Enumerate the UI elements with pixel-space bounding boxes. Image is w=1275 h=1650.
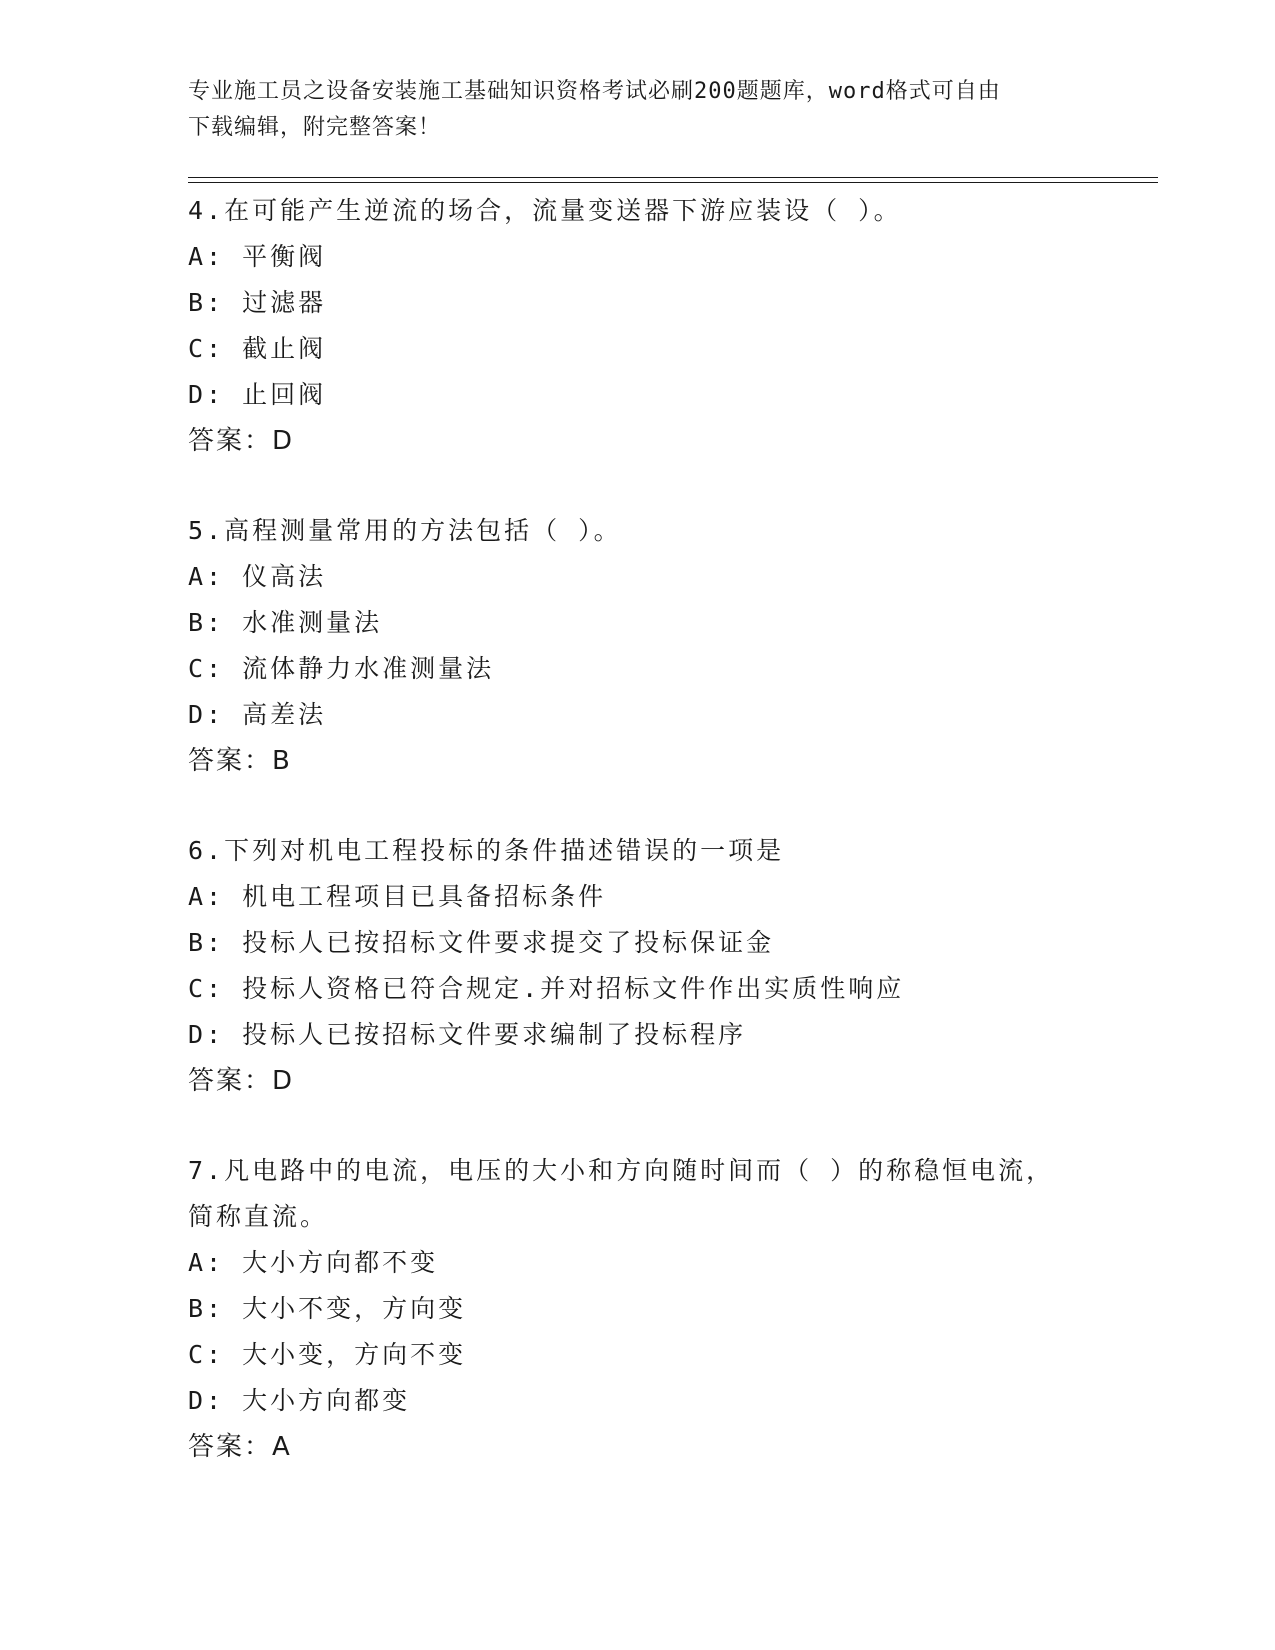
option-d: D: 投标人已按招标文件要求编制了投标程序 (188, 1020, 747, 1049)
option-a: A: 平衡阀 (188, 242, 327, 271)
header-line-1: 专业施工员之设备安装施工基础知识资格考试必刷200题题库，word格式可自由 (188, 79, 1001, 104)
question-stem: 5.高程测量常用的方法包括（ ）。 (188, 516, 622, 545)
option-b: B: 过滤器 (188, 288, 327, 317)
header-divider-bottom (188, 182, 1158, 183)
option-a: A: 大小方向都不变 (188, 1248, 439, 1277)
question-stem: 6.下列对机电工程投标的条件描述错误的一项是 (188, 836, 785, 865)
question-6 (188, 828, 1128, 1104)
option-a: A: 仪高法 (188, 562, 327, 591)
option-c: C: 大小变，方向不变 (188, 1340, 467, 1369)
question-list (188, 188, 1128, 1514)
option-d: D: 大小方向都变 (188, 1386, 411, 1415)
option-c: C: 投标人资格已符合规定.并对招标文件作出实质性响应 (188, 974, 905, 1003)
header-divider-top (188, 177, 1158, 178)
option-d: D: 高差法 (188, 700, 327, 729)
question-stem-line-2: 简称直流。 (188, 1202, 329, 1231)
answer: 答案：B (188, 746, 292, 776)
option-d: D: 止回阀 (188, 380, 327, 409)
option-a: A: 机电工程项目已具备招标条件 (188, 882, 607, 911)
question-stem: 4.在可能产生逆流的场合，流量变送器下游应装设（ ）。 (188, 196, 902, 225)
option-b: B: 投标人已按招标文件要求提交了投标保证金 (188, 928, 775, 957)
document-header (188, 74, 1088, 146)
answer: 答案：D (188, 1066, 295, 1096)
question-4 (188, 188, 1128, 464)
question-stem-line-1: 7.凡电路中的电流，电压的大小和方向随时间而（ ）的称稳恒电流， (188, 1156, 1055, 1185)
option-c: C: 截止阀 (188, 334, 327, 363)
question-7 (188, 1148, 1128, 1470)
question-5 (188, 508, 1128, 784)
header-line-2: 下载编辑，附完整答案！ (188, 115, 442, 140)
answer: 答案：D (188, 426, 295, 456)
option-b: B: 大小不变，方向变 (188, 1294, 467, 1323)
option-c: C: 流体静力水准测量法 (188, 654, 495, 683)
option-b: B: 水准测量法 (188, 608, 383, 637)
answer: 答案：A (188, 1432, 292, 1462)
